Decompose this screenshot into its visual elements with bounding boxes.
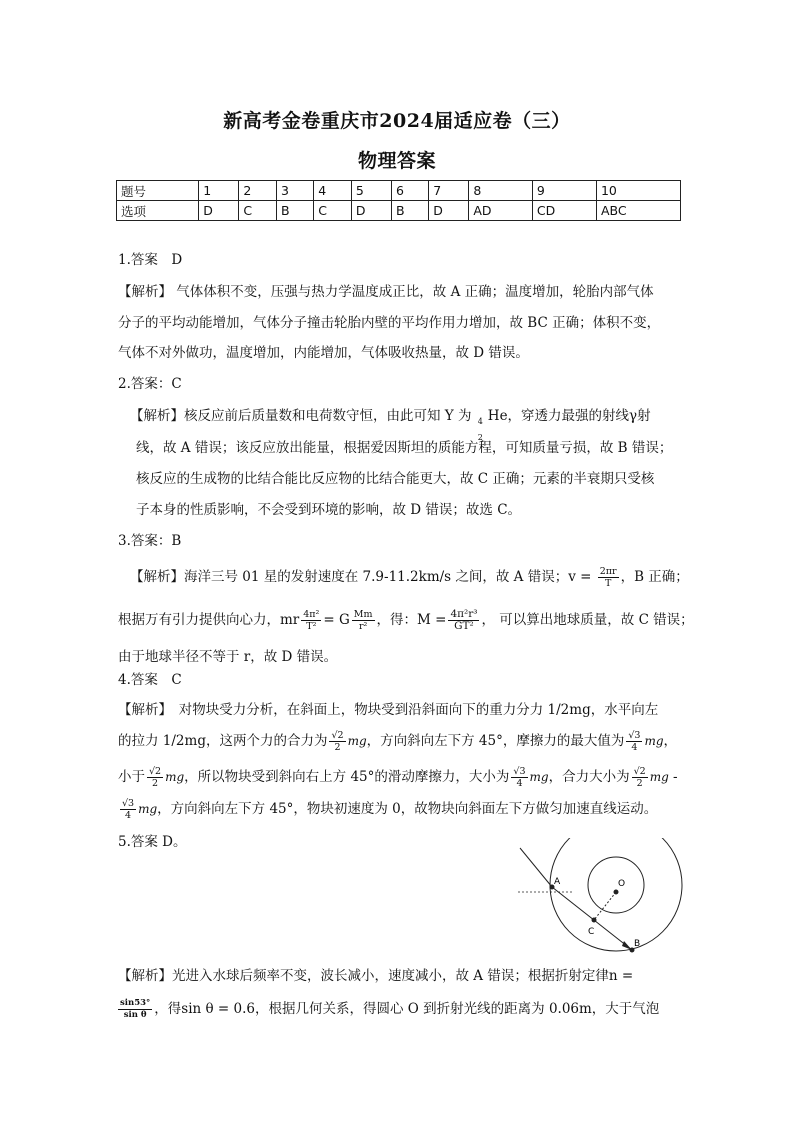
mg-symbol: mg [649,770,669,784]
document-subtitle: 物理答案 [357,150,436,172]
table-row-numbers [117,181,681,201]
fraction-sqrt2-over-2: $\frac{√2}{2}$ [633,766,646,789]
q3-analysis-line-2 [118,609,694,632]
q3-text: ，B 正确； [620,569,689,585]
q3-text: ，得：M = [376,612,447,628]
q4-answer: 4.答案 C [118,672,182,688]
label-a: A [554,877,561,887]
q3-text: = G [323,612,350,628]
q4-analysis-line-2 [118,730,677,753]
table-cell: D [429,201,469,221]
q2-analysis-line-2: 线，故 A 错误；该反应放出能量，根据爱因斯坦的质能方程，可知质量亏损，故 B 错误； [136,440,673,456]
refraction-diagram [514,838,684,963]
fraction-sin53-over-sin-theta: $\frac{\sin 53^\circ}{\text{sin θ}}$ [120,998,151,1020]
fraction-sqrt3-over-4: $\frac{√3}{4}$ [513,766,526,789]
q3-answer: 3.答案：B [118,533,182,549]
table-cell: C [239,201,277,221]
q3-text: 【解析】海洋三号 01 星的发射速度在 7.9-11.2km/s 之间，故 A 错误；v = [130,569,592,585]
q2-text: He，穿透力最强的射线γ射 [487,408,651,424]
q5-analysis-line-2 [118,998,659,1021]
fraction-sqrt3-over-4: $\frac{√3}{4}$ [122,798,135,821]
table-cell: D [199,201,239,221]
table-row-options [117,201,681,221]
answer-table [116,180,681,221]
mass-number: 4 [477,417,483,426]
q1-analysis-line-3: 气体不对外做功，温度增加，内能增加，气体吸收热量，故 D 错误。 [118,345,529,361]
q4-text: 小于 [118,769,145,785]
incident-ray [520,848,552,887]
table-cell: 3 [277,181,314,201]
point-c [592,918,597,923]
table-cell: 8 [469,181,533,201]
table-cell: 7 [429,181,469,201]
mg-symbol: mg [347,734,367,748]
table-header-cell: 题号 [117,181,199,201]
point-o [614,890,619,895]
table-cell: B [277,201,314,221]
table-cell: 1 [199,181,239,201]
table-cell: D [351,201,391,221]
table-cell: 10 [596,181,680,201]
table-cell: 6 [392,181,429,201]
q3-analysis-line-3: 由于地球半径不等于 r，故 D 错误。 [118,649,338,665]
q4-text: ，合力大小为 [548,769,630,785]
q2-analysis-line-4: 子本身的性质影响，不会受到环境的影响，故 D 错误；故选 C。 [136,502,522,518]
q4-analysis-line-1: 【解析】 对物块受力分析，在斜面上，物块受到沿斜面向下的重力分力 1/2mg，水平向左 [118,702,659,718]
fraction-sqrt2-over-2: $\frac{√2}{2}$ [149,766,162,789]
fraction-sqrt2-over-2: $\frac{√2}{2}$ [331,730,344,753]
q3-text: ， 可以算出地球质量，故 C 错误； [481,612,694,628]
document-title: 新高考金卷重庆市2024届适应卷（三） [223,110,571,132]
q3-text: 根据万有引力提供向心力，mr [118,612,300,628]
q4-text: 的拉力 1/2mg，这两个力的合力为 [118,733,328,749]
label-o: O [618,879,626,889]
table-header-cell: 选项 [117,201,199,221]
q4-text: - [668,769,678,785]
q1-analysis-line-2: 分子的平均动能增加，气体分子撞击轮胎内壁的平均作用力增加，故 BC 正确；体积不变， [118,315,661,331]
q4-text: ，方向斜向左下方 45°，摩擦力的最大值为 [366,733,625,749]
fraction-sqrt3-over-4: $\frac{√3}{4}$ [628,730,641,753]
table-cell: 4 [314,181,352,201]
table-cell: B [392,201,429,221]
q5-answer: 5.答案 D。 [118,834,187,850]
q5-text: ，得sin θ = 0.6，根据几何关系，得圆心 O 到折射光线的距离为 0.06m，大于气泡 [154,1001,660,1017]
q1-analysis-line-1: 【解析】 气体体积不变，压强与热力学温度成正比，故 A 正确；温度增加，轮胎内部气体 [118,284,654,300]
fraction-mm-over-r2: $\frac{Mm}{\text{r²}}$ [353,609,373,632]
fraction-2pir-over-t: $\frac{2\pi r}{T}$ [599,566,617,589]
q4-text: ，所以物块受到斜向右上方 45°的滑动摩擦力，大小为 [184,769,510,785]
q4-text: ， [663,733,678,749]
table-cell: 2 [239,181,277,201]
table-cell: ABC [596,201,680,221]
q4-analysis-line-4 [118,798,657,821]
table-cell: CD [532,201,596,221]
mg-symbol: mg [165,770,185,784]
label-c: C [588,927,595,937]
charge-number: 2 [477,433,483,442]
q2-analysis-line-1 [130,406,651,442]
inner-bubble [588,857,644,913]
q4-text: ，方向斜向左下方 45°，物块初速度为 0，故物块向斜面左下方做匀加速直线运动。 [157,801,658,817]
q1-answer: 1.答案 D [118,252,183,268]
q2-answer: 2.答案：C [118,376,182,392]
fraction-4pi2-over-t2: $\frac{\text{4π²}}{\text{T²}}$ [303,609,320,632]
table-cell: AD [469,201,533,221]
q3-analysis-line-1 [130,566,689,589]
mg-symbol: mg [644,734,664,748]
q5-analysis-line-1: 【解析】光进入水球后频率不变，波长减小，速度减小，故 A 错误；根据折射定律n = [118,968,634,984]
table-cell: 5 [351,181,391,201]
fraction-4pi2r3-over-gt2: $\frac{\text{4π²r³}}{\text{GT²}}$ [450,608,478,632]
q4-analysis-line-3 [118,766,678,789]
q2-text: 【解析】核反应前后质量数和电荷数守恒，由此可知 Y 为 [130,408,472,424]
label-b: B [634,939,641,949]
mg-symbol: mg [529,770,549,784]
mg-symbol: mg [138,802,158,816]
table-cell: C [314,201,352,221]
table-cell: 9 [532,181,596,201]
q2-analysis-line-3: 核反应的生成物的比结合能比反应物的比结合能更大，故 C 正确；元素的半衰期只受核 [136,471,655,487]
